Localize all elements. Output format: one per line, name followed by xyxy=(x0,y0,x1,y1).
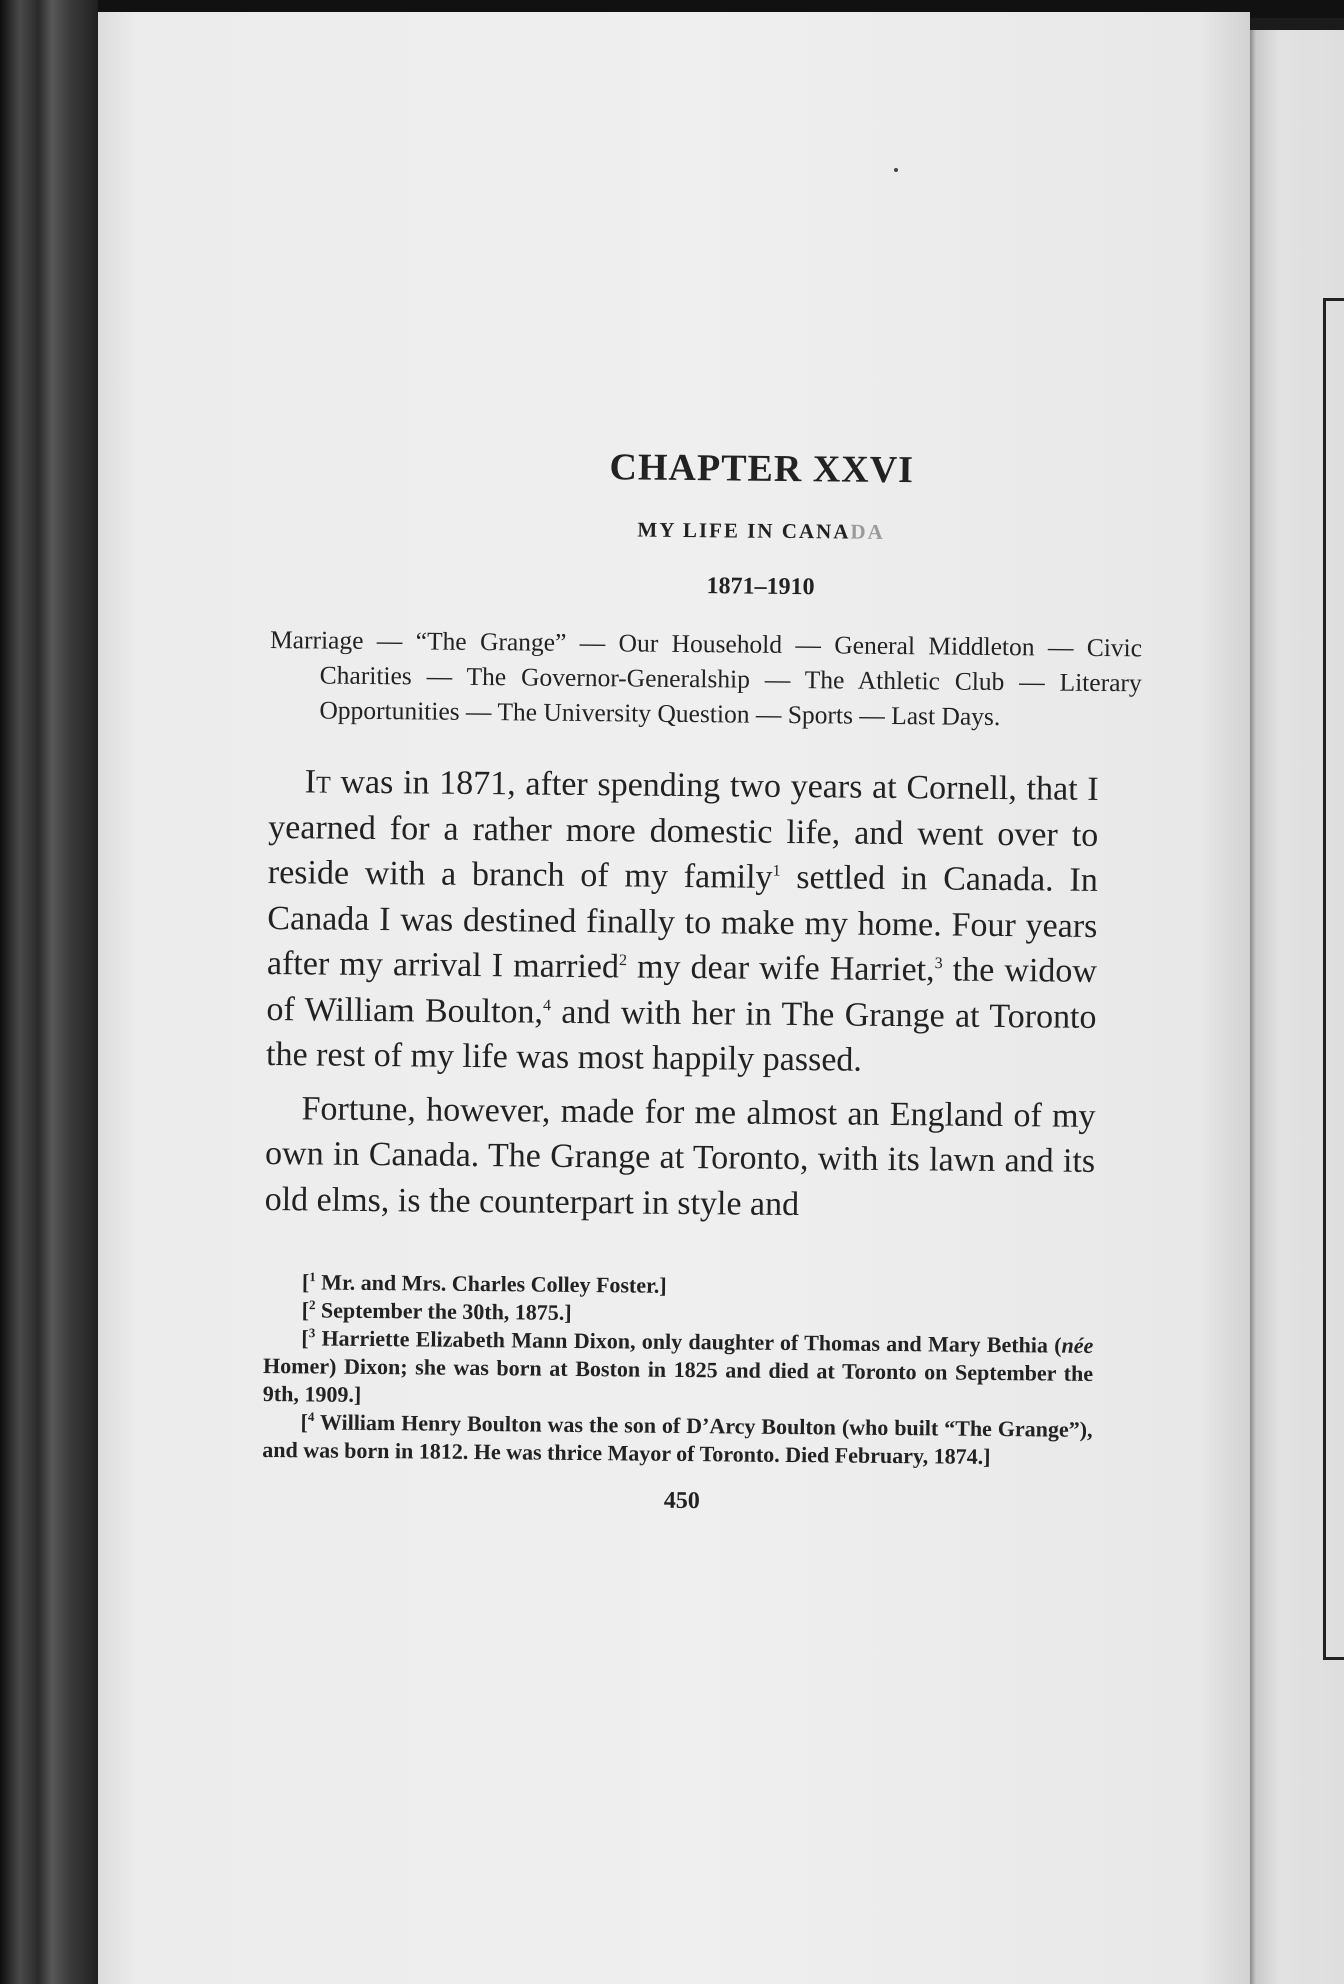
footnote-bracket: [ xyxy=(301,1269,310,1295)
footnote-bracket: [ xyxy=(301,1325,309,1351)
footnote-mark: 2 xyxy=(308,1297,316,1313)
chapter-subtitle-main: MY LIFE IN CANA xyxy=(637,517,851,544)
footnote-bracket: [ xyxy=(300,1409,309,1435)
footnote-text: Harriette Elizabeth Mann Dixon, only daughter of Thomas and Mary Bethia ( xyxy=(315,1325,1062,1358)
body-text-run: the widow of William Boulton, xyxy=(266,951,1098,1031)
footnote-ref-3: 3 xyxy=(934,955,943,973)
chapter-subtitle-faded: DA xyxy=(850,519,885,544)
page-content xyxy=(262,440,1143,1519)
page-number: 450 xyxy=(663,1487,700,1515)
chapter-subtitle xyxy=(271,514,1111,547)
footnote-3 xyxy=(263,1324,1094,1416)
chapter-title: CHAPTER XXVI xyxy=(609,446,915,492)
body-text-run: settled in Canada. In Canada I was destined finally to make my home. Four years after my arrival I married xyxy=(266,858,1098,986)
paper-speck xyxy=(894,168,898,172)
body-text-run: my dear wife Harriet, xyxy=(626,948,935,989)
body-text-run: and with her in The Grange at Toronto the rest of my life was most happily passed. xyxy=(265,993,1097,1079)
footnote-text: William Henry Boulton was the son of D’Arcy Boulton (who built “The Grange”), and was born in 1812. He was thrice Mayor of Toronto. Died February, 1874.] xyxy=(262,1409,1093,1469)
footnote-text: Mr. and Mrs. Charles Colley Foster.] xyxy=(315,1269,667,1298)
book-spine xyxy=(0,0,98,1984)
body-text-run: was in 1871, after spending two years at Cornell, that I yearned for a rather more domestic life, and went over to reside with a branch of my family xyxy=(267,763,1099,896)
footnote-ref-2: 2 xyxy=(618,952,628,970)
footnote-ref-1: 1 xyxy=(772,862,781,880)
footnote-mark: 1 xyxy=(309,1269,316,1285)
footnote-ref-4: 4 xyxy=(543,996,552,1014)
footnote-mark: 3 xyxy=(308,1325,316,1341)
footnote-text: Homer) Dixon; she was born at Boston in 1825 and died at Toronto on September the 9th, 1909.] xyxy=(262,1352,1094,1407)
footnote-bracket: [ xyxy=(301,1297,310,1323)
body-paragraph-2: Fortune, however, made for me almost an England of my own in Canada. The Grange at Toronto, with its lawn and its old elms, is the counterpart in style and xyxy=(264,1089,1096,1223)
chapter-synopsis: Marriage — “The Grange” — Our Household — General Middleton — Civic Charities — The Governor-Generalship — The Athletic Club — Literary Opportunities — The University Question — Sports — Last Days. xyxy=(269,624,1143,732)
footnote-text: September the 30th, 1875.] xyxy=(315,1297,572,1325)
footnote-mark: 4 xyxy=(307,1409,315,1425)
footnote-4 xyxy=(262,1408,1092,1472)
footnotes xyxy=(262,1268,1094,1472)
drop-cap-word: It xyxy=(304,763,331,801)
body-paragraph-1 xyxy=(266,759,1099,1085)
chapter-years: 1871–1910 xyxy=(706,573,815,601)
facing-page-frame xyxy=(1323,298,1344,1660)
footnote-italic: née xyxy=(1061,1332,1094,1358)
